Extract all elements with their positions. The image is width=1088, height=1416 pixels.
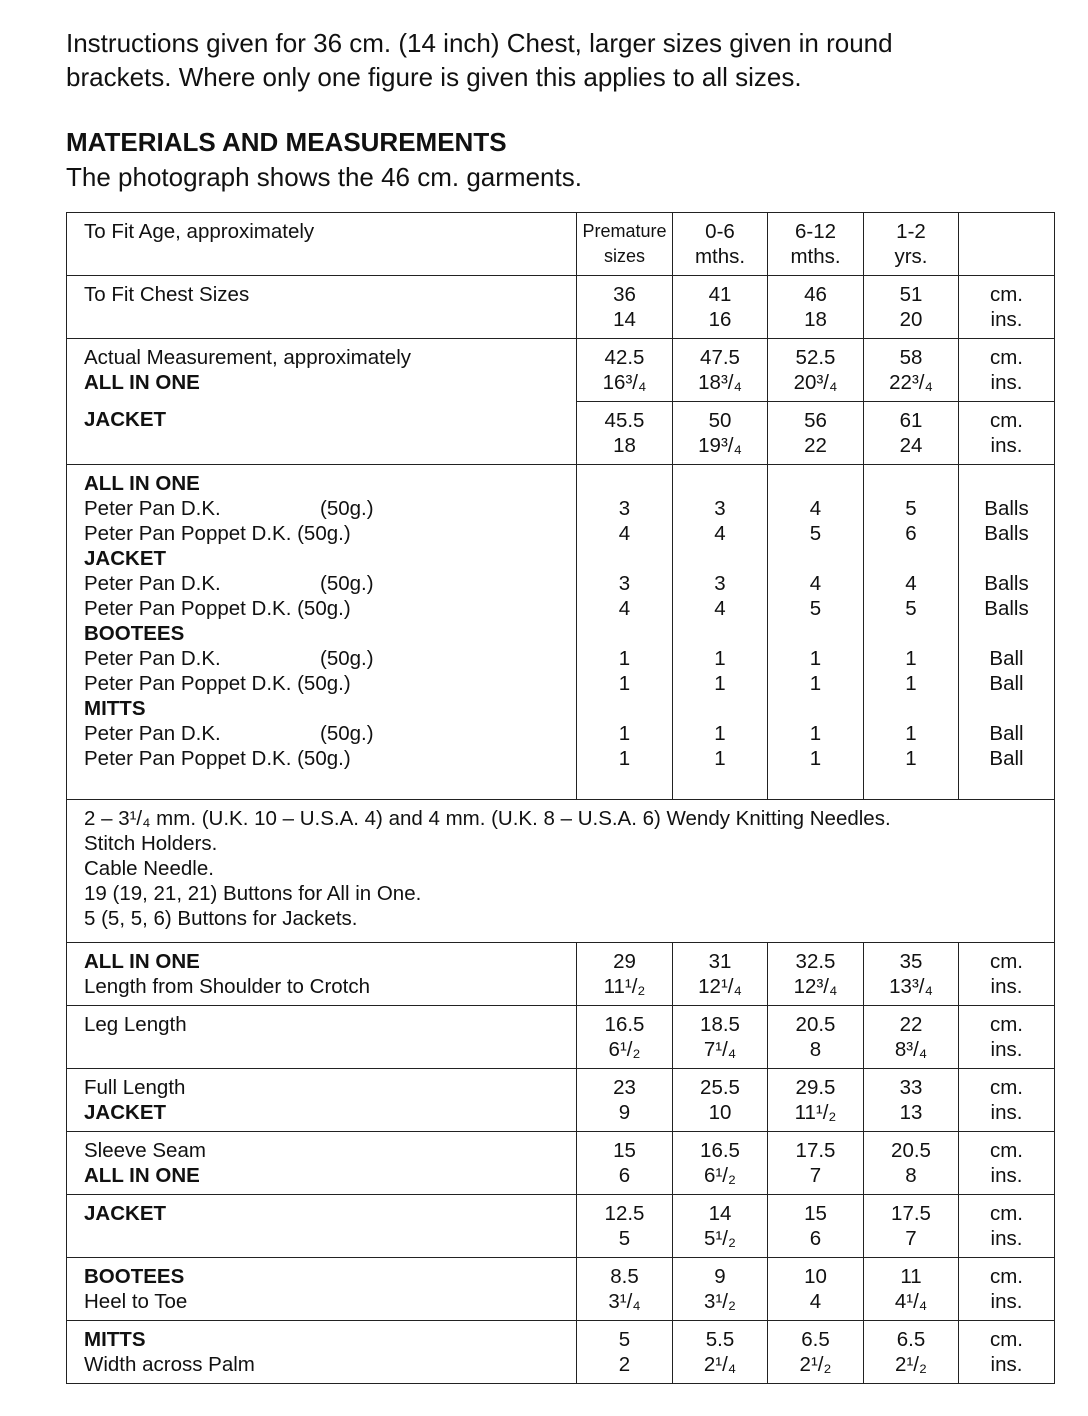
measurement-value: 20.5 8 — [864, 1132, 959, 1195]
yarn-col-1: 3 4 3 4 1 1 1 1 — [673, 465, 768, 800]
intro-line-1: Instructions given for 36 cm. (14 inch) Chest, larger sizes given in round — [66, 28, 893, 58]
yarn-col-2: 4 5 4 5 1 1 1 1 — [768, 465, 864, 800]
actual-jacket-val: 45.5 18 — [577, 402, 673, 465]
measurement-value: 16.5 6¹/₂ — [577, 1006, 673, 1069]
measurement-row — [67, 1069, 1055, 1132]
measurement-value: 17.5 7 — [768, 1132, 864, 1195]
actual-measurement-label: Actual Measurement, approximately ALL IN ONE JACKET — [67, 339, 577, 465]
measurement-value: 31 12¹/₄ — [673, 943, 768, 1006]
measurement-value: 16.5 6¹/₂ — [673, 1132, 768, 1195]
actual-all-val: 52.5 20³/₄ — [768, 339, 864, 402]
measurement-row — [67, 1132, 1055, 1195]
measurement-value: 5 2 — [577, 1321, 673, 1384]
measurement-label: Leg Length — [67, 1006, 577, 1069]
chest-val: 41 16 — [673, 276, 768, 339]
yarn-labels: ALL IN ONE Peter Pan D.K. (50g.) Peter Pan Poppet D.K. (50g.) JACKET Peter Pan D.K. (50g.) Peter Pan Poppet D.K. (50g.) BOOTEES Peter Pan D.K. (50g.) Peter Pan Poppet D.K. (50g.) MITTS Peter Pan D.K. (50g.) Peter Pan Poppet D.K. (50g.) — [67, 465, 577, 800]
measurement-value: 14 5¹/₂ — [673, 1195, 768, 1258]
actual-jacket-val: 50 19³/₄ — [673, 402, 768, 465]
actual-all-unit: cm. ins. — [959, 339, 1055, 402]
yarn-row — [67, 465, 1055, 800]
measurement-value: 15 6 — [768, 1195, 864, 1258]
actual-jacket-val: 56 22 — [768, 402, 864, 465]
age-unit-empty — [959, 213, 1055, 276]
measurement-value: 18.5 7¹/₄ — [673, 1006, 768, 1069]
age-col-1-2: 1-2 yrs. — [864, 213, 959, 276]
actual-jacket-unit: cm. ins. — [959, 402, 1055, 465]
measurement-value: 5.5 2¹/₄ — [673, 1321, 768, 1384]
chest-row — [67, 276, 1055, 339]
chest-label: To Fit Chest Sizes — [67, 276, 577, 339]
measurement-value: 29.5 11¹/₂ — [768, 1069, 864, 1132]
materials-table — [66, 212, 1055, 1384]
actual-all-in-one-row — [67, 339, 1055, 402]
actual-all-val: 58 22³/₄ — [864, 339, 959, 402]
age-col-premature: Premature sizes — [577, 213, 673, 276]
section-subheading: The photograph shows the 46 cm. garments. — [66, 162, 582, 192]
intro-line-2: brackets. Where only one figure is given this applies to all sizes. — [66, 62, 802, 92]
measurement-row — [67, 1195, 1055, 1258]
measurement-value: 25.5 10 — [673, 1069, 768, 1132]
measurement-unit: cm. ins. — [959, 1195, 1055, 1258]
yarn-units: Balls Balls Balls Balls Ball Ball Ball Ball — [959, 465, 1055, 800]
measurement-value: 15 6 — [577, 1132, 673, 1195]
yarn-col-0: 3 4 3 4 1 1 1 1 — [577, 465, 673, 800]
measurement-row — [67, 943, 1055, 1006]
measurement-label: Sleeve Seam ALL IN ONE — [67, 1132, 577, 1195]
measurement-label: ALL IN ONE Length from Shoulder to Crotch — [67, 943, 577, 1006]
measurement-unit: cm. ins. — [959, 1006, 1055, 1069]
age-label: To Fit Age, approximately — [67, 213, 577, 276]
measurement-unit: cm. ins. — [959, 943, 1055, 1006]
measurement-unit: cm. ins. — [959, 1069, 1055, 1132]
measurement-value: 32.5 12³/₄ — [768, 943, 864, 1006]
measurement-unit: cm. ins. — [959, 1258, 1055, 1321]
section-heading: MATERIALS AND MEASUREMENTS — [66, 127, 507, 157]
measurement-row — [67, 1006, 1055, 1069]
measurement-row — [67, 1258, 1055, 1321]
measurement-label: MITTS Width across Palm — [67, 1321, 577, 1384]
needles-notions: 2 – 3¹/₄ mm. (U.K. 10 – U.S.A. 4) and 4 mm. (U.K. 8 – U.S.A. 6) Wendy Knitting Needles. Stitch Holders. Cable Needle. 19 (19, 21, 21) Buttons for All in One. 5 (5, 5, 6) Buttons for Jackets. — [67, 800, 1055, 943]
intro-text — [66, 26, 1066, 94]
age-col-6-12: 6-12 mths. — [768, 213, 864, 276]
measurement-value: 12.5 5 — [577, 1195, 673, 1258]
chest-unit: cm. ins. — [959, 276, 1055, 339]
measurement-value: 11 4¹/₄ — [864, 1258, 959, 1321]
yarn-col-3: 5 6 4 5 1 1 1 1 — [864, 465, 959, 800]
measurement-value: 23 9 — [577, 1069, 673, 1132]
actual-jacket-val: 61 24 — [864, 402, 959, 465]
measurement-value: 35 13³/₄ — [864, 943, 959, 1006]
chest-val: 51 20 — [864, 276, 959, 339]
measurement-value: 8.5 3¹/₄ — [577, 1258, 673, 1321]
measurement-value: 6.5 2¹/₂ — [864, 1321, 959, 1384]
chest-val: 46 18 — [768, 276, 864, 339]
measurement-value: 17.5 7 — [864, 1195, 959, 1258]
measurement-value: 6.5 2¹/₂ — [768, 1321, 864, 1384]
actual-all-val: 47.5 18³/₄ — [673, 339, 768, 402]
needles-row — [67, 800, 1055, 943]
measurement-value: 29 11¹/₂ — [577, 943, 673, 1006]
age-col-0-6: 0-6 mths. — [673, 213, 768, 276]
measurement-row — [67, 1321, 1055, 1384]
measurement-value: 33 13 — [864, 1069, 959, 1132]
actual-all-val: 42.5 16³/₄ — [577, 339, 673, 402]
measurement-label: Full Length JACKET — [67, 1069, 577, 1132]
age-row — [67, 213, 1055, 276]
measurement-value: 20.5 8 — [768, 1006, 864, 1069]
measurement-value: 10 4 — [768, 1258, 864, 1321]
measurement-value: 22 8³/₄ — [864, 1006, 959, 1069]
chest-val: 36 14 — [577, 276, 673, 339]
measurement-label: JACKET — [67, 1195, 577, 1258]
measurement-unit: cm. ins. — [959, 1132, 1055, 1195]
measurement-label: BOOTEES Heel to Toe — [67, 1258, 577, 1321]
measurement-value: 9 3¹/₂ — [673, 1258, 768, 1321]
measurement-unit: cm. ins. — [959, 1321, 1055, 1384]
